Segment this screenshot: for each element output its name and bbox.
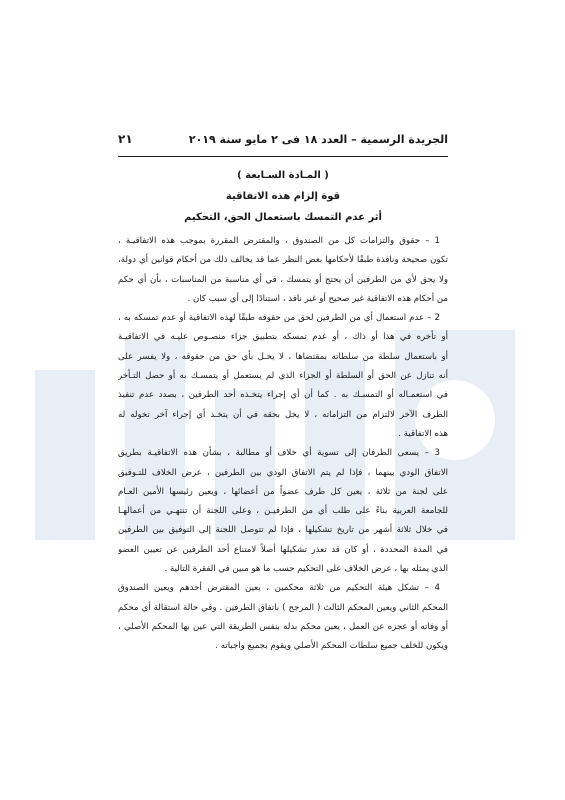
body-line: ويكون للخلف جميع سلطات المحكم الأصلي ويقوم بجميع واجباته .: [215, 641, 448, 652]
article-title: ( المـادة السـابعة ): [237, 170, 329, 181]
article-body: [118, 232, 448, 657]
body-line: الاتفاق الودي بينهما ، فإذا لم يتم الاتفاق الودي بين الطرفين ، عرض الخلاف للتـوفيق: [118, 467, 448, 478]
body-line: تكون صحيحة ونافذة طبقًا لأحكامها بغض النظر عما قد يخالف ذلك من أحكام قوانين أي دولة،: [118, 255, 448, 266]
body-line: 3 – يسعى الطرفان إلى تسوية أي خلاف أو مطالبة ، بشأن هذه الاتفاقيـة بطريق: [118, 448, 440, 459]
body-line: المحكم الثاني ويعين المحكم الثالث ( المرجح ) باتفاق الطرفين . وفي حالة استقالة أي محكم: [118, 602, 448, 613]
body-line: أو وفاته أو عجزه عن العمل ، يعين محكم بدله بنفس الطريقة التي عين بها المحكم الأصلي ،: [118, 621, 448, 632]
body-line: للجامعة العربية بناءً على طلب أي من الطرفيـن ، وعلى اللجنة أن تنتهـي من أعمالهـا: [118, 506, 448, 517]
body-line: 2 – عدم استعمال أي من الطرفين لحق من حقوقه طبقًا لهذه الاتفاقية أو عدم تمسكه به ،: [118, 313, 440, 324]
body-line: الذي يمثله بها ، عرض الخلاف على التحكيم حسب ما هو مبين في الفقرة التالية .: [164, 564, 448, 575]
body-line: في استعمـاله أو التمسـك به . كما أن أي إجراء يتخـذه أحد الطرفين ، بصدد عدم تنفيذ: [118, 390, 448, 401]
article-subtitle-1: قوة إلزام هذه الاتفاقية: [225, 191, 341, 202]
body-line: هذه الاتفاقية .: [398, 428, 448, 439]
page-header: [118, 132, 448, 146]
body-line: على لجنة من ثلاثة ، يعين كل طرف عضواً من أعضائها ، ويعين رئيسها الأمين العـام: [118, 486, 448, 497]
body-line: أو باستعمال سلطة من سلطاته بمقتضاها ، لا يخـل بأي حق من حقوقه ، ولا يفسر على: [118, 351, 448, 362]
body-line: ولا يحق لأي من الطرفين أن يحتج أو يتمسك ، في أي مناسبة من المناسبات ، بأن أي حكم: [118, 274, 448, 285]
page-number: ٢١: [118, 132, 133, 146]
article-subtitle-2: أثر عدم التمسك باستعمال الحق، التحكيم: [184, 212, 382, 223]
body-line: أنه تنازل عن الحق أو السلطة أو الجزاء الذي لم يستعمل أو يتمسـك به أو حصل التـأخر: [118, 371, 448, 382]
gazette-title: الجريدة الرسمية – العدد ١٨ فى ٢ مايو سنة ٢٠١٩: [188, 133, 448, 146]
body-line: من أحكام هذه الاتفاقية غير صحيح أو غير نافذ ، استنادًا إلى أي سبب كان .: [187, 293, 448, 304]
body-line: 1 – حقوق والتزامات كل من الصندوق ، والمقترض المقررة بموجب هذه الاتفاقيـة ،: [118, 236, 440, 246]
body-line: أو تأخره في هذا أو ذاك ، أو عدم تمسكه بتطبيق جزاء منصـوص عليـه في الاتفاقيـة: [118, 332, 448, 343]
header-divider: [118, 156, 448, 157]
body-line: الطرف الآخر لالتزام من التزاماته ، لا يخل بحقه في أن يتخـذ أي إجراء آخر تخوله له: [118, 409, 448, 420]
body-line: في خلال ثلاثة أشهر من تاريخ تشكيلها ، فإذا لم تتوصل اللجنة إلى التوفيق بين الطرفين: [118, 525, 448, 536]
body-line: 4 – تشكل هيئة التحكيم من ثلاثة محكمين ، يعين المقترض أحدهم ويعين الصندوق: [118, 583, 440, 594]
body-line: في المدة المحددة ، أو كان قد تعذر تشكيلها أصلاً لامتناع أحد الطرفين عن تعيين العضو: [118, 544, 448, 555]
